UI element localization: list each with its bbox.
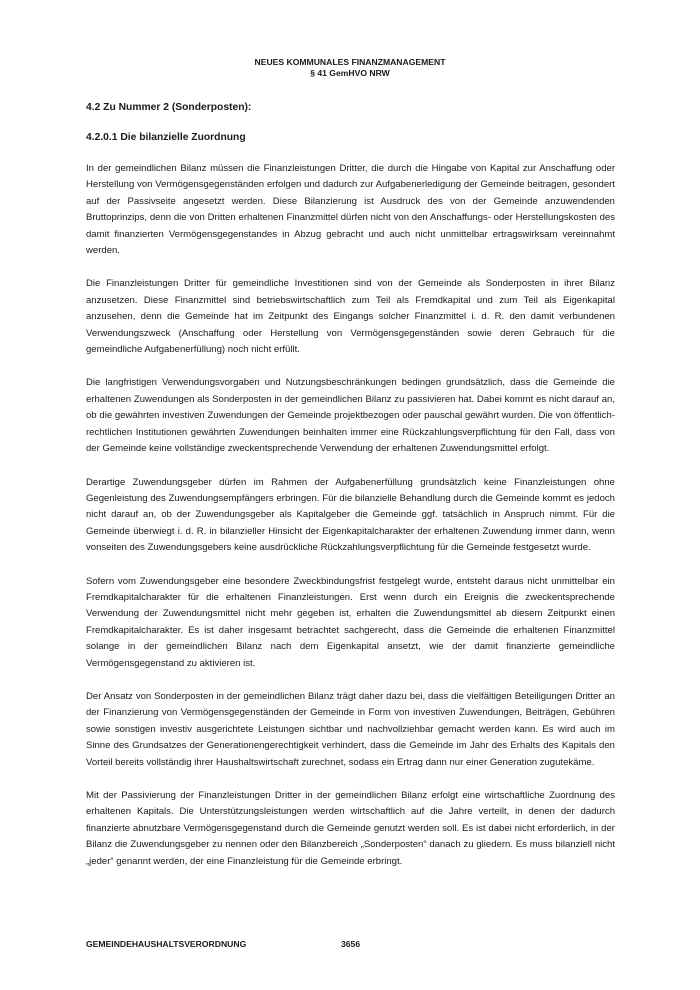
header-title: NEUES KOMMUNALES FINANZMANAGEMENT — [254, 57, 446, 67]
document-body — [86, 101, 615, 887]
section-heading: 4.2 Zu Nummer 2 (Sonderposten): — [86, 102, 252, 113]
paragraph-5: Sofern vom Zuwendungsgeber eine besondere Zweckbindungsfrist festgelegt wurde, entsteht daraus nicht unmittelbar ein Fremdkapitalcharakter für die erhaltenen Finanzleistungen. Erst wenn durch ein Ereignis die zweckentsprechende Verwendung der Zuwendungsmittel nicht mehr gegeben ist, erhalten die Zuwendungsmittel ab diesem Zeitpunkt einen Fremdkapitalcharakter. Es ist daher insgesamt betrachtet sachgerecht, dass die Gemeinde die erhaltenen Finanzmittel solange in der gemeindlichen Bilanz nach dem Eigenkapital ansetzt, wie der damit finanzierte gemeindliche Vermögensgegenstand zu aktivieren ist. — [86, 575, 615, 669]
paragraph-4: Derartige Zuwendungsgeber dürfen im Rahmen der Aufgabenerfüllung grundsätzlich keine Finanzleistungen ohne Gegenleistung des Zuwendungsempfängers erbringen. Für die bilanzielle Behandlung durch die Gemeinde kommt es jedoch nicht darauf an, ob der Zuwendungsgeber als Kapitalgeber die Gemeinde ggf. tatsächlich in Anspruch nimmt. Für die Gemeinde überwiegt i. d. R. in bilanzieller Hinsicht der Eigenkapitalcharakter der erhaltenen Zuwendung immer dann, wenn vonseiten des Zuwendungsgebers keine ausdrückliche Rückzahlungsverpflichtung für die Gemeinde festgesetzt wurde. — [86, 476, 615, 554]
footer-title: GEMEINDEHAUSHALTSVERORDNUNG — [86, 939, 247, 949]
paragraph-7: Mit der Passivierung der Finanzleistungen Dritter in der gemeindlichen Bilanz erfolgt eine wirtschaftliche Zuordnung des erhaltenen Kapitals. Die Unterstützungsleistungen werden wirtschaftlich auf die Jahre verteilt, in denen der dadurch finanzierte abnutzbare Vermögensgegenstand durch die Gemeinde genutzt werden soll. Es ist dabei nicht erforderlich, in der Bilanz die Zuwendungsgeber zu nennen oder den Bilanzbereich „Sonderposten“ danach zu gliedern. Es muss bilanziell nicht „jeder“ genannt werden, der eine Finanzleistung für die Gemeinde erbringt. — [86, 790, 615, 867]
paragraph-1: In der gemeindlichen Bilanz müssen die Finanzleistungen Dritter, die durch die Hingabe von Kapital zur Anschaffung oder Herstellung von Vermögensgegenständen erfolgen und dadurch zur Aufgabenerledigung der Gemeinde beitragen, gesondert auf der Passivseite angesetzt werden. Diese Bilanzierung ist Ausdruck des von der Gemeinde anzuwendenden Bruttoprinzips, denn die von Dritten erhaltenen Finanzmittel dürfen nicht von den Anschaffungs- oder Herstellungskosten des damit finanzierten Vermögensgegenstandes in Abzug gebracht und auch nicht unmittelbar ertragswirksam vereinnahmt werden. — [86, 163, 615, 257]
page-header — [0, 57, 700, 79]
paragraph-3: Die langfristigen Verwendungsvorgaben und Nutzungsbeschränkungen bedingen grundsätzlich, dass die Gemeinde die erhaltenen Zuwendungen als Sonderposten in der gemeindlichen Bilanz zu passivieren hat. Dabei kommt es nicht darauf an, ob die gewährten investiven Zuwendungen der Gemeinde projektbezogen oder pauschal gewährt wurden. Die von öffentlich-rechtlichen Institutionen gewährten Zuwendungen beinhalten immer eine Rückzahlungsverpflichtung für den Fall, dass von der Gemeinde keine vollständige zweckentsprechende Verwendung der erhaltenen Zuwendungsmittel erfolgt. — [86, 377, 615, 455]
paragraph-2: Die Finanzleistungen Dritter für gemeindliche Investitionen sind von der Gemeinde als Sonderposten in ihrer Bilanz anzusetzen. Diese Finanzmittel sind betriebswirtschaftlich zum Teil als Fremdkapital und zum Teil als Eigenkapital anzusehen, denn die Gemeinde hat im Zeitpunkt des Eingangs solcher Finanzmittel i. d. R. den damit verbundenen Verwendungszweck (Anschaffung oder Herstellung von Vermögensgegenständen sowie deren Gebrauch für die gemeindliche Aufgabenerfüllung) noch nicht erfüllt. — [86, 278, 615, 356]
page-number: 3656 — [341, 939, 361, 949]
paragraph-6: Der Ansatz von Sonderposten in der gemeindlichen Bilanz trägt daher dazu bei, dass die vielfältigen Beteiligungen Dritter an der Finanzierung von Vermögensgegenständen der Gemeinde in Form von investiven Zuwendungen, Beiträgen, Gebühren sowie sonstigen investiv ausgerichtete Leistungen sichtbar und nachvollziehbar gemacht werden kann. Es wird auch im Sinne des Grundsatzes der Generationengerechtigkeit verhindert, dass die Gemeinde im Jahr des Erhalts des Kapitals den Vorteil bereits vollständig ihrer Haushaltswirtschaft zurechnet, sodass ein Ertrag dann nur einer Generation zugutekäme. — [86, 690, 615, 768]
subsection-heading: 4.2.0.1 Die bilanzielle Zuordnung — [86, 132, 246, 143]
header-subtitle: § 41 GemHVO NRW — [310, 68, 390, 78]
